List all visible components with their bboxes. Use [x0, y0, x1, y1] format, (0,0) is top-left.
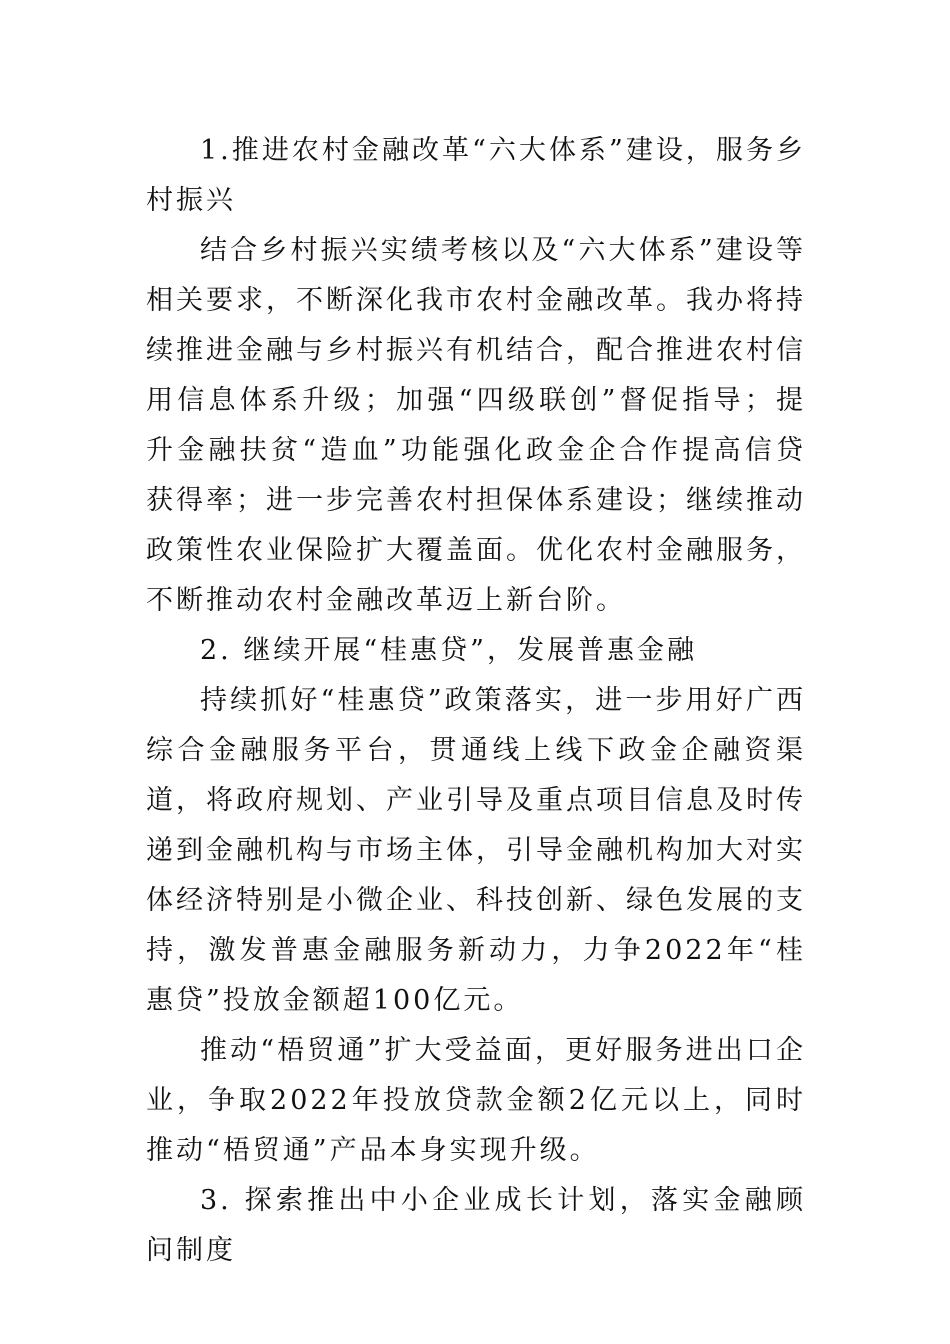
- document-body: [146, 126, 806, 1276]
- section-1-heading: 1.推进农村金融改革“六大体系”建设，服务乡村振兴: [146, 135, 806, 216]
- section-3-heading: 3. 探索推出中小企业成长计划，落实金融顾问制度: [146, 1185, 806, 1266]
- section-2-paragraph-1: 持续抓好“桂惠贷”政策落实，进一步用好广西综合金融服务平台，贯通线上线下政金企融资渠道，将政府规划、产业引导及重点项目信息及时传递到金融机构与市场主体，引导金融机构加大对实体经济特别是小微企业、科技创新、绿色发展的支持，激发普惠金融服务新动力，力争2022年“桂惠贷”投放金额超100亿元。: [146, 685, 806, 1016]
- section-2-paragraph-2: 推动“梧贸通”扩大受益面，更好服务进出口企业，争取2022年投放贷款金额2亿元以上，同时推动“梧贸通”产品本身实现升级。: [146, 1035, 806, 1166]
- section-2-heading: 2. 继续开展“桂惠贷”，发展普惠金融: [200, 635, 697, 666]
- section-1-paragraph: 结合乡村振兴实绩考核以及“六大体系”建设等相关要求，不断深化我市农村金融改革。我办将持续推进金融与乡村振兴有机结合，配合推进农村信用信息体系升级；加强“四级联创”督促指导；提升金融扶贫“造血”功能强化政金企合作提高信贷获得率；进一步完善农村担保体系建设；继续推动政策性农业保险扩大覆盖面。优化农村金融服务，不断推动农村金融改革迈上新台阶。: [146, 235, 806, 616]
